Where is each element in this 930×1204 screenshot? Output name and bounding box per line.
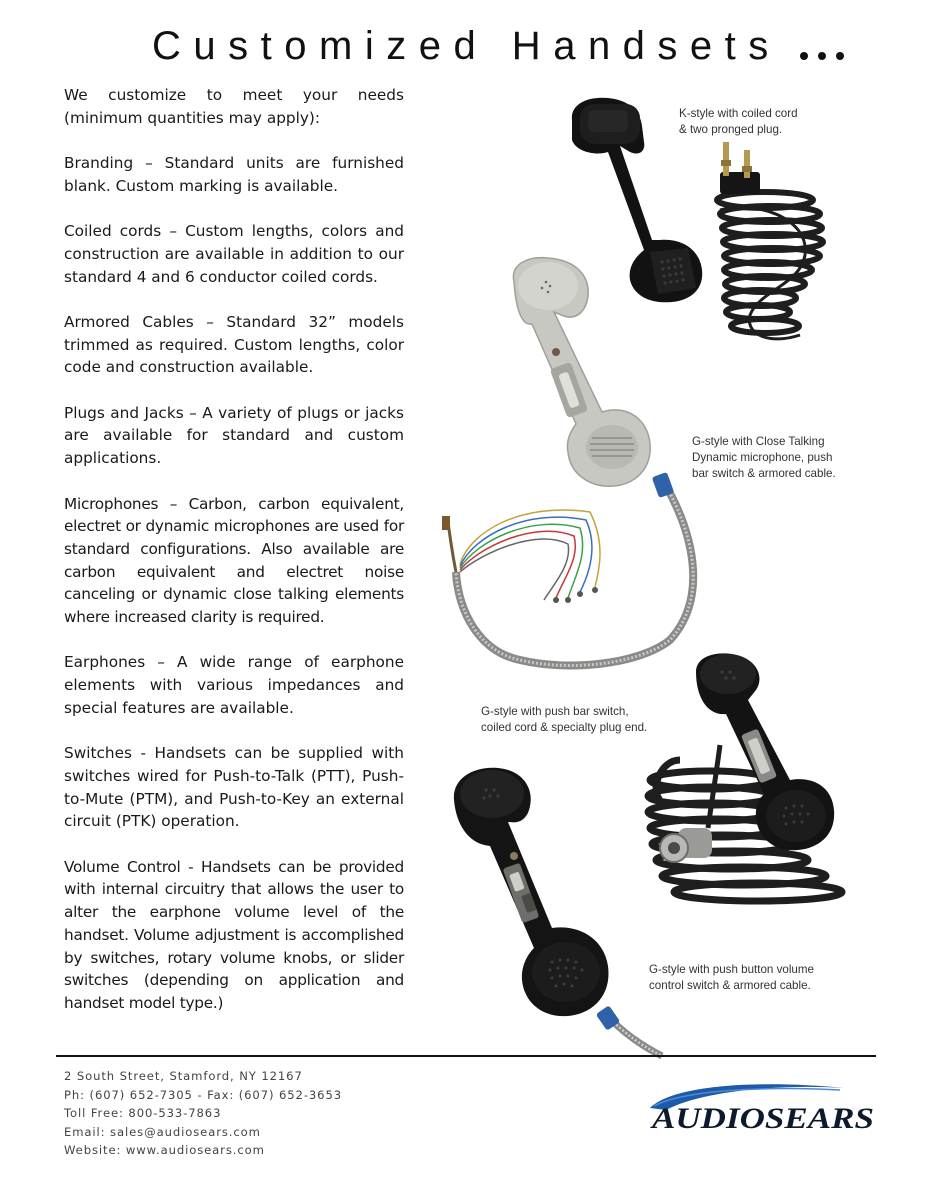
g-style-volume-handset-photo — [440, 760, 670, 1060]
audiosears-logo — [644, 1078, 880, 1134]
branding-paragraph: Branding – Standard units are furnished blank. Custom marking is available. — [64, 154, 404, 195]
g-style-pushbar-caption: G-style with push bar switch, coiled cord & specialty plug end. — [481, 705, 648, 734]
g-style-dynamic-caption: G-style with Close Talking Dynamic microphone, push bar switch & armored cable. — [692, 435, 836, 480]
footer-phone: Ph: (607) 652-7305 - Fax: (607) 652-3653 — [64, 1087, 343, 1102]
body-text — [64, 84, 404, 1015]
earphones-paragraph: Earphones – A wide range of earphone elements with various impedances and special features are available. — [64, 653, 404, 717]
g-style-volume-caption: G-style with push button volume control switch & armored cable. — [649, 963, 814, 992]
g-style-dynamic-handset-photo — [430, 252, 710, 672]
coiled-cords-paragraph: Coiled cords – Custom lengths, colors and construction are available in addition to our standard 4 and 6 conductor coiled cords. — [64, 222, 404, 286]
footer-divider — [56, 1055, 876, 1057]
footer-toll-free: Toll Free: 800-533-7863 — [64, 1106, 222, 1121]
armored-cables-paragraph: Armored Cables – Standard 32” models trimmed as required. Custom lengths, color code and construction available. — [64, 312, 404, 377]
logo-text: AUDIOSEARS — [649, 1102, 874, 1134]
page-title: Customized Handsets — [152, 24, 781, 68]
title-dots — [800, 45, 854, 55]
footer-address: 2 South Street, Stamford, NY 12167 — [64, 1069, 303, 1083]
footer-email[interactable]: Email: sales@audiosears.com — [64, 1124, 261, 1139]
footer-contact — [64, 1067, 342, 1160]
footer-website[interactable]: Website: www.audiosears.com — [64, 1143, 265, 1158]
k-style-caption: K-style with coiled cord & two pronged plug. — [679, 107, 798, 136]
switches-paragraph: Switches - Handsets can be supplied with switches wired for Push-to-Talk (PTT), Push-to-Mute (PTM), and Push-to-Key an external circuit (PTK) operation. — [64, 744, 404, 831]
plugs-jacks-paragraph: Plugs and Jacks – A variety of plugs or jacks are available for standard and custom applications. — [64, 403, 404, 468]
microphones-paragraph: Microphones – Carbon, carbon equivalent, electret or dynamic microphones are used for standard configurations. Also available are carbon equivalent and electret noise canceling or dynamic close talking elements where increased clarity is required. — [64, 494, 404, 627]
g-style-pushbar-handset-photo — [640, 650, 870, 920]
intro-paragraph: We customize to meet your needs (minimum quantities may apply): — [64, 86, 404, 127]
volume-control-paragraph: Volume Control - Handsets can be provided with internal circuitry that allows the user to alter the earphone volume level of the handset. Volume adjustment is accomplished by switches, rotary volume knobs, or slider switches (depending on application and handset model type.) — [64, 857, 404, 1012]
